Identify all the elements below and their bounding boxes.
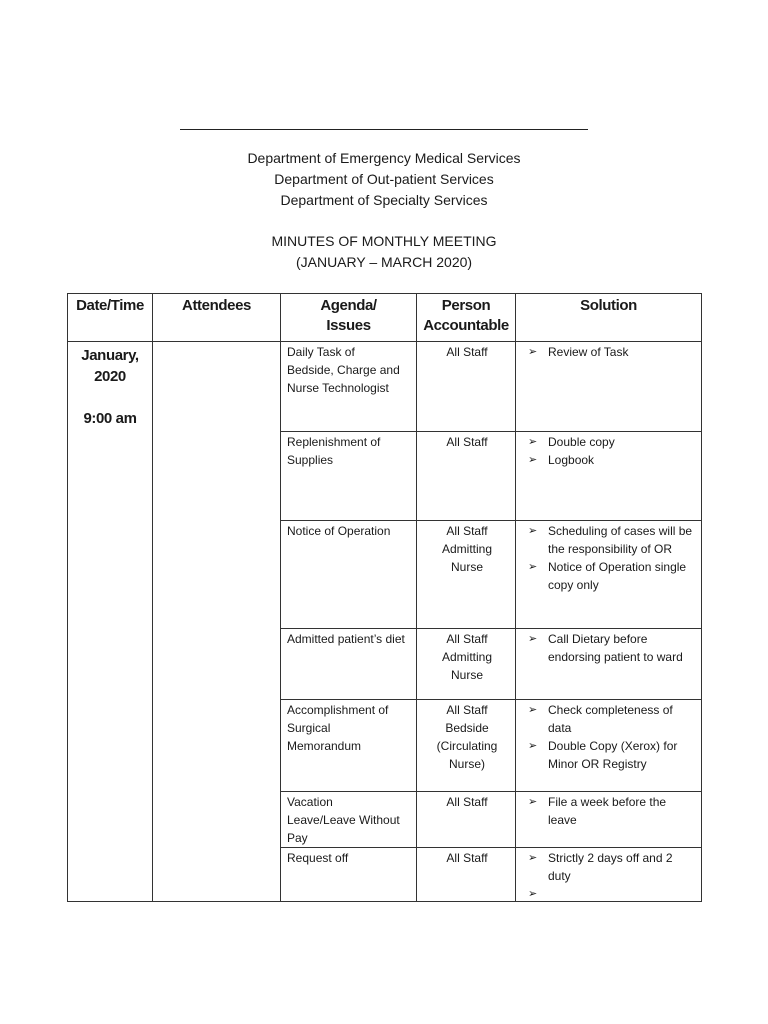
- department-name: Department of Emergency Medical Services: [247, 150, 521, 166]
- solution-list: [522, 849, 697, 900]
- table-header-row: [68, 294, 702, 342]
- person-accountable-cell: [417, 342, 516, 432]
- agenda-text: Nurse Technologist: [287, 381, 389, 395]
- signature-line: [180, 129, 588, 130]
- agenda-text: Bedside, Charge and: [287, 363, 400, 377]
- solution-item: [528, 737, 697, 773]
- arrow-bullet-icon: ➢: [528, 704, 538, 716]
- date-line: January,: [81, 347, 139, 364]
- agenda-cell: [281, 629, 417, 700]
- arrow-bullet-icon: ➢: [528, 525, 538, 537]
- solution-text: Double copy: [548, 435, 615, 449]
- solution-cell: [516, 342, 702, 432]
- table-row: [68, 342, 702, 432]
- solution-item: [528, 522, 697, 558]
- solution-item: [528, 433, 697, 451]
- date-time-cell: [68, 342, 153, 902]
- agenda-text: Notice of Operation: [287, 524, 391, 538]
- person-accountable-cell: [417, 792, 516, 848]
- person-accountable-cell: [417, 700, 516, 792]
- agenda-text: Daily Task of: [287, 345, 355, 359]
- solution-list: [522, 433, 697, 469]
- arrow-bullet-icon: ➢: [528, 436, 538, 448]
- solution-cell: [516, 700, 702, 792]
- solution-cell: [516, 521, 702, 629]
- solution-item: [528, 451, 697, 469]
- agenda-text: Vacation: [287, 795, 333, 809]
- person-text: All Staff: [446, 345, 488, 359]
- solution-text: Call Dietary before endorsing patient to ward: [548, 632, 683, 664]
- department-list: [0, 148, 768, 211]
- person-text: All Staff: [446, 524, 488, 538]
- solution-text: File a week before the leave: [548, 795, 667, 827]
- minutes-table: [67, 293, 702, 902]
- arrow-bullet-icon: ➢: [528, 454, 538, 466]
- agenda-cell: [281, 848, 417, 902]
- person-text: All Staff: [446, 795, 488, 809]
- department-name: Department of Out-patient Services: [274, 171, 494, 187]
- col-header-agenda: Agenda/ Issues: [281, 294, 417, 342]
- meeting-time: 9:00 am: [83, 410, 137, 427]
- solution-item: [528, 793, 697, 829]
- solution-text: Double Copy (Xerox) for Minor OR Registry: [548, 739, 678, 771]
- col-header-solution: Solution: [516, 294, 702, 342]
- agenda-text: Pay: [287, 831, 308, 845]
- solution-text: Check completeness of data: [548, 703, 673, 735]
- agenda-cell: [281, 700, 417, 792]
- solution-item: [528, 630, 697, 666]
- person-accountable-cell: [417, 629, 516, 700]
- col-header-date: Date/Time: [68, 294, 153, 342]
- col-header-attendees: Attendees: [153, 294, 281, 342]
- solution-text: Logbook: [548, 453, 595, 467]
- arrow-bullet-icon: ➢: [528, 346, 538, 358]
- agenda-cell: [281, 792, 417, 848]
- person-accountable-cell: [417, 848, 516, 902]
- solution-text: Notice of Operation single copy only: [548, 560, 687, 592]
- solution-list: [522, 701, 697, 773]
- solution-text: Review of Task: [548, 345, 629, 359]
- solution-text: Strictly 2 days off and 2 duty: [548, 851, 673, 883]
- solution-item: [528, 701, 697, 737]
- agenda-text: Replenishment of: [287, 435, 381, 449]
- solution-text: Scheduling of cases will be the responsibility of OR: [548, 524, 693, 556]
- arrow-bullet-icon: ➢: [528, 852, 538, 864]
- document-subtitle: (JANUARY – MARCH 2020): [295, 254, 473, 270]
- solution-cell: [516, 629, 702, 700]
- date-year: 2020: [94, 368, 126, 385]
- person-text: Admitting: [441, 650, 493, 664]
- agenda-text: Admitted patient’s diet: [287, 632, 405, 646]
- person-text: All Staff: [446, 632, 488, 646]
- attendees-cell: [153, 342, 281, 902]
- arrow-bullet-icon: ➢: [528, 633, 538, 645]
- document-title-block: [0, 231, 768, 273]
- solution-item: [528, 558, 697, 594]
- department-name: Department of Specialty Services: [280, 192, 488, 208]
- document-title: MINUTES OF MONTHLY MEETING: [271, 233, 497, 249]
- agenda-text: Leave/Leave Without: [287, 813, 400, 827]
- agenda-cell: [281, 521, 417, 629]
- person-text: Admitting: [441, 542, 493, 556]
- person-text: Nurse): [448, 757, 485, 771]
- agenda-text: Request off: [287, 851, 349, 865]
- arrow-bullet-icon: ➢: [528, 888, 538, 900]
- solution-item: [528, 849, 697, 885]
- agenda-text: Supplies: [287, 453, 334, 467]
- arrow-bullet-icon: ➢: [528, 740, 538, 752]
- person-text: All Staff: [446, 851, 488, 865]
- agenda-text: Memorandum: [287, 739, 362, 753]
- solution-cell: [516, 432, 702, 521]
- solution-list: [522, 522, 697, 594]
- solution-list: [522, 630, 697, 666]
- person-text: Bedside: [445, 721, 489, 735]
- agenda-cell: [281, 342, 417, 432]
- solution-list: [522, 793, 697, 829]
- agenda-cell: [281, 432, 417, 521]
- solution-cell: [516, 792, 702, 848]
- person-text: (Circulating: [436, 739, 498, 753]
- person-text: Nurse: [450, 560, 483, 574]
- person-accountable-cell: [417, 521, 516, 629]
- solution-item: [528, 343, 697, 361]
- person-text: All Staff: [446, 703, 488, 717]
- person-text: All Staff: [446, 435, 488, 449]
- solution-list: [522, 343, 697, 361]
- arrow-bullet-icon: ➢: [528, 561, 538, 573]
- col-header-person: Person Accountable: [417, 294, 516, 342]
- solution-cell: [516, 848, 702, 902]
- person-accountable-cell: [417, 432, 516, 521]
- agenda-text: Accomplishment of: [287, 703, 389, 717]
- person-text: Nurse: [450, 668, 483, 682]
- agenda-text: Surgical: [287, 721, 331, 735]
- arrow-bullet-icon: ➢: [528, 796, 538, 808]
